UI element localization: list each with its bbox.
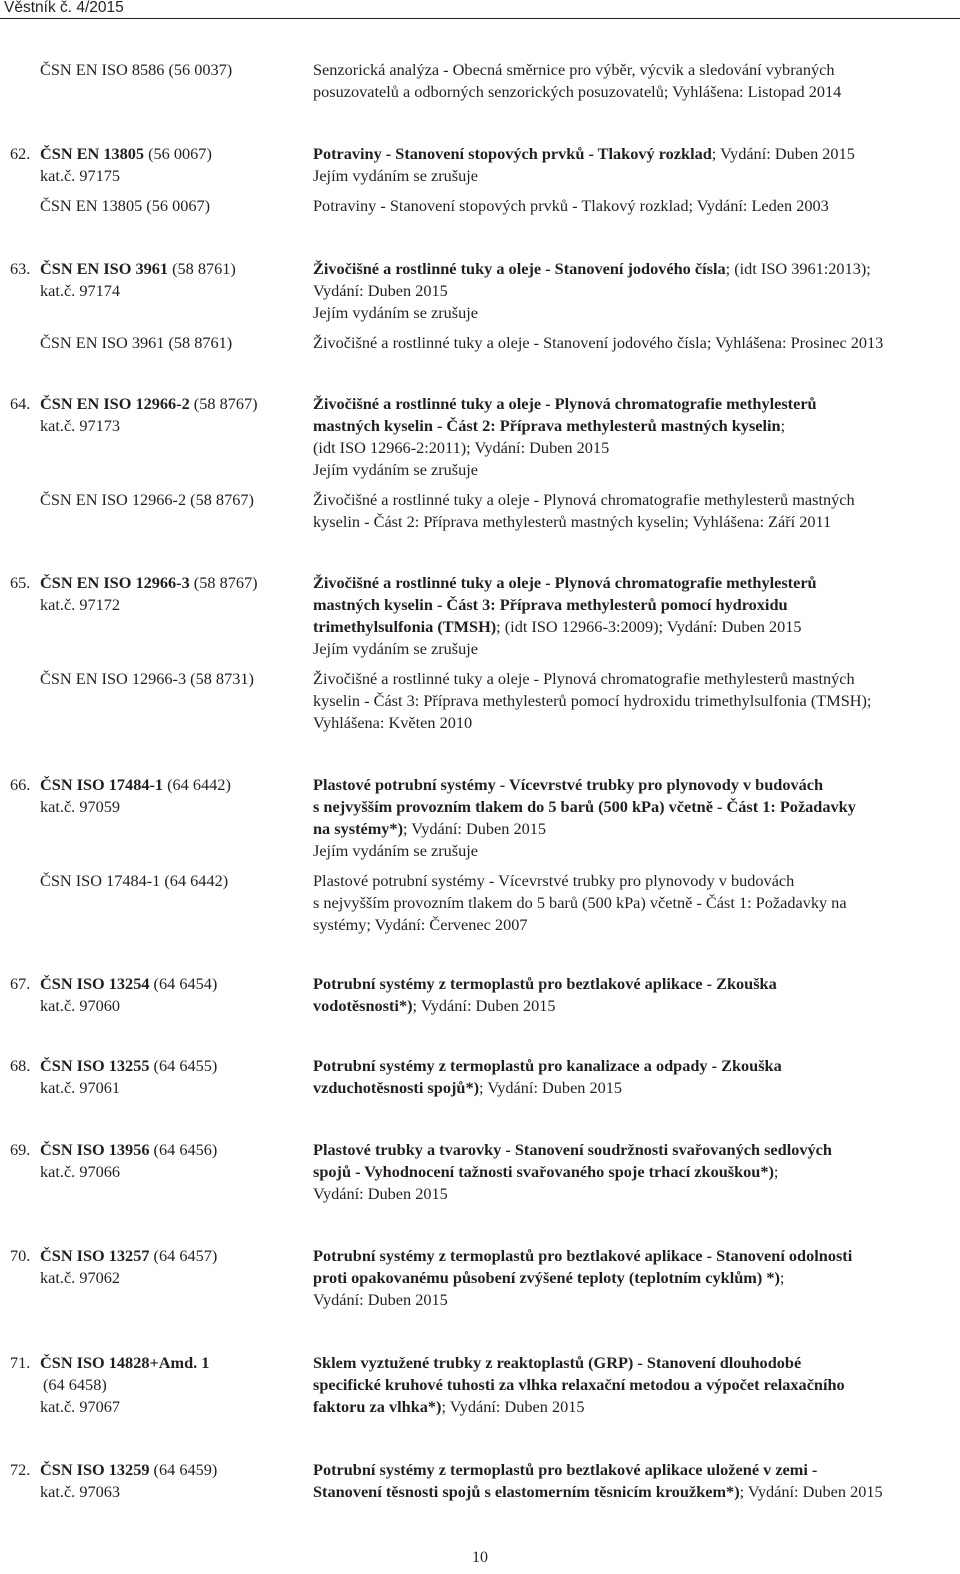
standard-title: na systémy*) [313, 819, 403, 838]
entry-titles [313, 59, 953, 103]
standard-title: Živočišné a rostlinné tuky a oleje - Plynová chromatografie methylesterů [313, 573, 817, 592]
entry-codes [10, 572, 310, 690]
standard-title: Potrubní systémy z termoplastů pro beztlakové aplikace - Zkouška [313, 974, 777, 993]
standard-title: Stanovení těsnosti spojů s elastomerním těsnicím kroužkem*) [313, 1482, 740, 1501]
entry-codes [10, 973, 310, 1017]
standard-title: specifické kruhové tuhosti za vlhka relaxační metodou a výpočet relaxačního [313, 1375, 845, 1394]
entry-titles: Živočišné a rostlinné tuky a oleje - Plynová chromatografie methylesterů mastných kyselin - Část 3: Příprava methylesterů pomocí hydroxidu trimethylsulfonia (TMSH); (idt ISO 12966-3:2009); Vydání: Duben 2015 Jejím vydáním se zrušuje Živočišné a rostlinné tuky a oleje - Plynová chromatografie methylesterů mastných kyselin - Část 3: Příprava methylesterů pomocí hydroxidu trimethylsulfonia (TMSH); Vyhlášena: Květen 2010 [313, 572, 953, 734]
catalog-number: kat.č. 97063 [40, 1482, 121, 1501]
standard-class: (64 6455) [149, 1056, 218, 1075]
standard-code: ČSN ISO 13255 [40, 1056, 150, 1075]
replaced-standard-title: Živočišné a rostlinné tuky a oleje - Plynová chromatografie methylesterů mastných [313, 669, 855, 688]
entry-codes [10, 1055, 310, 1099]
standard-class: (64 6454) [149, 974, 218, 993]
standard-code: ČSN ISO 13257 [40, 1246, 150, 1265]
standard-class: (56 0067) [144, 144, 212, 163]
replaced-standard-code: ČSN EN ISO 3961 (58 8761) [40, 333, 233, 352]
standard-title: Potrubní systémy z termoplastů pro beztlakové aplikace - Stanovení odolnosti [313, 1246, 853, 1265]
entry-titles: Potrubní systémy z termoplastů pro beztlakové aplikace uložené v zemi - Stanovení těsnosti spojů s elastomerním těsnicím kroužkem*); Vydání: Duben 2015 [313, 1459, 953, 1503]
entry-codes [10, 393, 310, 511]
standard-title: posuzovatelů a odborných senzorických posuzovatelů; Vyhlášena: Listopad 2014 [313, 82, 842, 101]
replaced-standard-title: kyselin - Část 2: Příprava methylesterů mastných kyselin; Vyhlášena: Září 2011 [313, 512, 832, 531]
standard-title: vzduchotěsnosti spojů*) [313, 1078, 480, 1097]
entry-titles: Plastové potrubní systémy - Vícevrstvé trubky pro plynovody v budovách s nejvyšším provozním tlakem do 5 barů (500 kPa) včetně - Část 1: Požadavky na systémy*); Vydání: Duben 2015 Jejím vydáním se zrušuje Plastové potrubní systémy - Vícevrstvé trubky pro plynovody v budovách s nejvyšším provozním tlakem do 5 barů (500 kPa) včetně - Část 1: Požadavky na systémy; Vydání: Červenec 2007 [313, 774, 953, 936]
standard-code: ČSN ISO 13259 [40, 1460, 150, 1479]
standard-title: Živočišné a rostlinné tuky a oleje - Stanovení jodového čísla [313, 259, 726, 278]
standard-code: ČSN ISO 14828+Amd. 1 [40, 1353, 210, 1372]
replaced-standard-code: ČSN EN ISO 12966-3 (58 8731) [40, 669, 254, 688]
standard-title: Plastové trubky a tvarovky - Stanovení soudržnosti svařovaných sedlových [313, 1140, 832, 1159]
standard-class: (64 6456) [149, 1140, 218, 1159]
entry-codes [10, 59, 310, 81]
entry-codes [10, 1352, 310, 1418]
catalog-number: kat.č. 97172 [40, 595, 121, 614]
replaced-standard-title: Potraviny - Stanovení stopových prvků - Tlakový rozklad; Vydání: Leden 2003 [313, 196, 829, 215]
standard-title: Živočišné a rostlinné tuky a oleje - Plynová chromatografie methylesterů [313, 394, 817, 413]
cancellation-note: Jejím vydáním se zrušuje [313, 639, 479, 658]
standard-title: s nejvyšším provozním tlakem do 5 barů (500 kPa) včetně - Část 1: Požadavky [313, 797, 856, 816]
entry-codes [10, 143, 310, 217]
cancellation-note: Jejím vydáním se zrušuje [313, 460, 479, 479]
entry-number: 63. [10, 259, 31, 278]
standard-code: ČSN ISO 13956 [40, 1140, 150, 1159]
catalog-number: kat.č. 97060 [40, 996, 121, 1015]
standard-class: (64 6458) [43, 1375, 107, 1394]
standard-title: mastných kyselin - Část 3: Příprava methylesterů pomocí hydroxidu [313, 595, 788, 614]
standard-title: Sklem vyztužené trubky z reaktoplastů (GRP) - Stanovení dlouhodobé [313, 1353, 802, 1372]
entry-codes [10, 1459, 310, 1503]
standard-class: (64 6459) [149, 1460, 218, 1479]
replaced-standard-title: s nejvyšším provozním tlakem do 5 barů (500 kPa) včetně - Část 1: Požadavky na [313, 893, 847, 912]
entry-number: 70. [10, 1246, 31, 1265]
replaced-standard-title: kyselin - Část 3: Příprava methylesterů pomocí hydroxidu trimethylsulfonia (TMSH); [313, 691, 872, 710]
standard-title: proti opakovanému působení zvýšené teploty (teplotním cyklům) *) [313, 1268, 780, 1287]
entry-number: 62. [10, 144, 31, 163]
standard-code: ČSN EN ISO 8586 (56 0037) [40, 60, 233, 79]
standard-title: vodotěsnosti*) [313, 996, 413, 1015]
page-header [0, 0, 960, 18]
standard-class: (64 6442) [163, 775, 231, 794]
entry-number: 71. [10, 1353, 31, 1372]
page-number: 10 [472, 1549, 488, 1566]
replaced-standard-title: Živočišné a rostlinné tuky a oleje - Plynová chromatografie methylesterů mastných [313, 490, 855, 509]
entry-titles: Živočišné a rostlinné tuky a oleje - Stanovení jodového čísla; (idt ISO 3961:2013); Vydání: Duben 2015 Jejím vydáním se zrušuje Živočišné a rostlinné tuky a oleje - Stanovení jodového čísla; Vyhlášena: Prosinec 2013 [313, 258, 953, 354]
cancellation-note: Jejím vydáním se zrušuje [313, 166, 479, 185]
entry-number: 64. [10, 394, 31, 413]
entry-titles: Potrubní systémy z termoplastů pro beztlakové aplikace - Zkouška vodotěsnosti*); Vydání: Duben 2015 [313, 973, 953, 1017]
standard-title: trimethylsulfonia (TMSH) [313, 617, 497, 636]
replaced-standard-title: systémy; Vydání: Červenec 2007 [313, 915, 528, 934]
entry-codes [10, 1139, 310, 1183]
entry-titles: Plastové trubky a tvarovky - Stanovení soudržnosti svařovaných sedlových spojů - Vyhodnocení tažnosti svařovaného spoje trhací zkouškou*); Vydání: Duben 2015 [313, 1139, 953, 1205]
standard-class: (64 6457) [149, 1246, 218, 1265]
standard-code: ČSN ISO 13254 [40, 974, 150, 993]
entry-number: 65. [10, 573, 31, 592]
entry-titles: Potraviny - Stanovení stopových prvků - Tlakový rozklad; Vydání: Duben 2015 Jejím vydáním se zrušuje Potraviny - Stanovení stopových prvků - Tlakový rozklad; Vydání: Leden 2003 [313, 143, 953, 217]
header-rule [0, 18, 960, 19]
standard-title: spojů - Vyhodnocení tažnosti svařovaného spoje trhací zkouškou*) [313, 1162, 774, 1181]
standard-title: Potrubní systémy z termoplastů pro kanalizace a odpady - Zkouška [313, 1056, 782, 1075]
catalog-number: kat.č. 97175 [40, 166, 121, 185]
replaced-standard-code: ČSN EN 13805 (56 0067) [40, 196, 211, 215]
entry-number: 68. [10, 1056, 31, 1075]
catalog-number: kat.č. 97061 [40, 1078, 121, 1097]
standard-code: ČSN EN ISO 12966-2 [40, 394, 190, 413]
standard-class: (58 8767) [189, 394, 258, 413]
entry-titles: Potrubní systémy z termoplastů pro beztlakové aplikace - Stanovení odolnosti proti opakovanému působení zvýšené teploty (teplotním cyklům) *); Vydání: Duben 2015 [313, 1245, 953, 1311]
catalog-number: kat.č. 97062 [40, 1268, 121, 1287]
replaced-standard-title: Plastové potrubní systémy - Vícevrstvé trubky pro plynovody v budovách [313, 871, 795, 890]
standard-code: ČSN EN ISO 12966-3 [40, 573, 190, 592]
standard-class: (58 8767) [189, 573, 258, 592]
entry-number: 67. [10, 974, 31, 993]
replaced-standard-code: ČSN ISO 17484-1 (64 6442) [40, 871, 229, 890]
standard-title: mastných kyselin - Část 2: Příprava methylesterů mastných kyselin [313, 416, 781, 435]
entry-titles: Potrubní systémy z termoplastů pro kanalizace a odpady - Zkouška vzduchotěsnosti spojů*); Vydání: Duben 2015 [313, 1055, 953, 1099]
catalog-number: kat.č. 97066 [40, 1162, 121, 1181]
standard-title: faktoru za vlhka*) [313, 1397, 442, 1416]
replaced-standard-code: ČSN EN ISO 12966-2 (58 8767) [40, 490, 254, 509]
standard-title: Potrubní systémy z termoplastů pro beztlakové aplikace uložené v zemi - [313, 1460, 818, 1479]
standard-code: ČSN EN 13805 [40, 144, 145, 163]
entry-number: 66. [10, 775, 31, 794]
replaced-standard-title: Vyhlášena: Květen 2010 [313, 713, 473, 732]
catalog-number: kat.č. 97174 [40, 281, 121, 300]
entry-titles: Živočišné a rostlinné tuky a oleje - Plynová chromatografie methylesterů mastných kyselin - Část 2: Příprava methylesterů mastných kyselin; (idt ISO 12966-2:2011); Vydání: Duben 2015 Jejím vydáním se zrušuje Živočišné a rostlinné tuky a oleje - Plynová chromatografie methylesterů mastných kyselin - Část 2: Příprava methylesterů mastných kyselin; Vyhlášena: Září 2011 [313, 393, 953, 533]
entry-codes [10, 258, 310, 354]
standard-code: ČSN ISO 17484-1 [40, 775, 164, 794]
entry-titles: Sklem vyztužené trubky z reaktoplastů (GRP) - Stanovení dlouhodobé specifické kruhové tuhosti za vlhka relaxační metodou a výpočet relaxačního faktoru za vlhka*); Vydání: Duben 2015 [313, 1352, 953, 1418]
entry-codes [10, 1245, 310, 1289]
cancellation-note: Jejím vydáním se zrušuje [313, 841, 479, 860]
standard-code: ČSN EN ISO 3961 [40, 259, 169, 278]
entry-number: 69. [10, 1140, 31, 1159]
catalog-number: kat.č. 97067 [40, 1397, 121, 1416]
entry-codes [10, 774, 310, 892]
standard-title: Senzorická analýza - Obecná směrnice pro výběr, výcvik a sledování vybraných [313, 60, 835, 79]
catalog-number: kat.č. 97059 [40, 797, 121, 816]
standard-class: (58 8761) [168, 259, 236, 278]
standard-title: Potraviny - Stanovení stopových prvků - Tlakový rozklad [313, 144, 712, 163]
replaced-standard-title: Živočišné a rostlinné tuky a oleje - Stanovení jodového čísla; Vyhlášena: Prosinec 2013 [313, 333, 884, 352]
entry-number: 72. [10, 1460, 31, 1479]
catalog-number: kat.č. 97173 [40, 416, 121, 435]
standard-title: Plastové potrubní systémy - Vícevrstvé trubky pro plynovody v budovách [313, 775, 824, 794]
journal-title: Věstník č. 4/2015 [4, 0, 124, 16]
cancellation-note: Jejím vydáním se zrušuje [313, 303, 479, 322]
